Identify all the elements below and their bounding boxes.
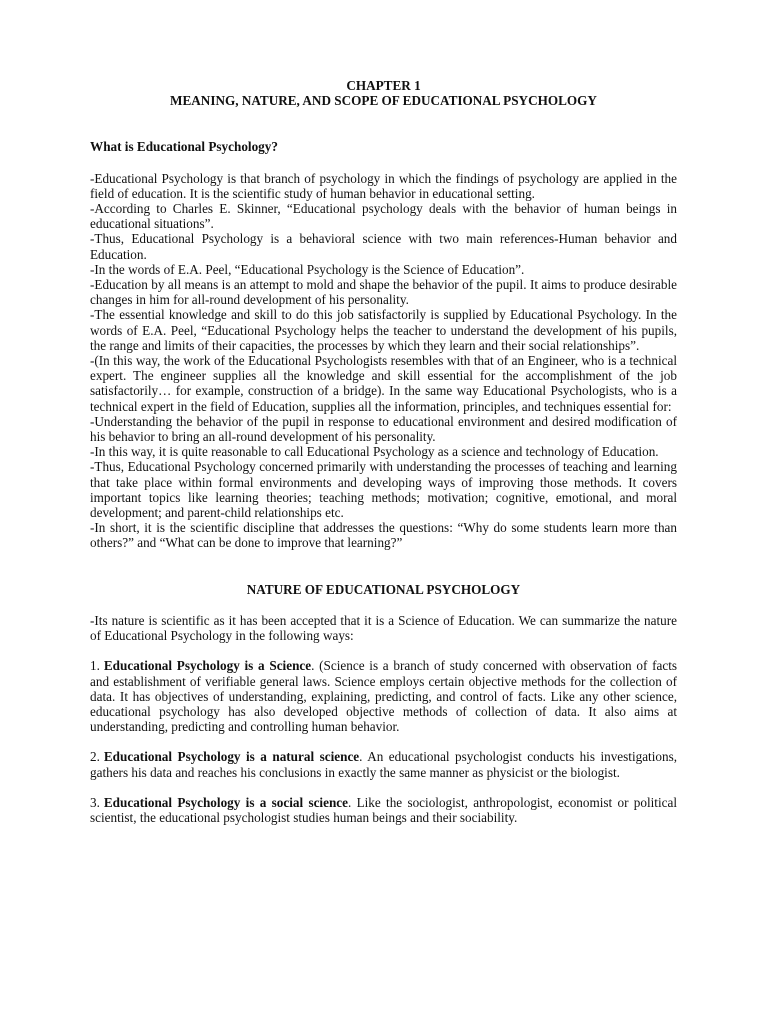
chapter-label: CHAPTER 1 <box>346 78 421 93</box>
spacer <box>90 551 677 582</box>
nature-item <box>90 658 677 734</box>
chapter-heading-block <box>90 78 677 108</box>
definition-paragraph: -Thus, Educational Psychology concerned primarily with understanding the processes of teaching and learning that take place within formal environments and developing ways of improving those methods. It covers important topics like learning theories; teaching methods; motivation; cognitive, emotional, and moral development; and parent-child relationships etc. <box>90 459 677 521</box>
spacer <box>90 643 677 658</box>
nature-item-lead: Educational Psychology is a natural science <box>103 749 360 765</box>
nature-item <box>90 749 677 779</box>
nature-item-text: . (Science is a branch of study concerned with observation of facts and establishment of verifiable general laws. Science employs certain objective methods for the collection of data. It has objectives of understanding, explaining, predicting, and control of facts. Like any other science, educational psychology has also developed objective methods of collection of data. It also aims at understanding, predicting and controlling human behavior. <box>90 658 677 735</box>
section-heading-nature: NATURE OF EDUCATIONAL PSYCHOLOGY <box>246 581 521 597</box>
definition-paragraph: -According to Charles E. Skinner, “Educational psychology deals with the behavior of human beings in educational situations”. <box>90 201 677 232</box>
nature-item-number: 3. <box>90 794 100 810</box>
definition-paragraph: -Education by all means is an attempt to mold and shape the behavior of the pupil. It aims to produce desirable changes in him for all-round development of his personality. <box>90 277 677 308</box>
definition-paragraph: -Thus, Educational Psychology is a behavioral science with two main references-Human behavior and Education. <box>90 231 677 262</box>
nature-item-text: . An educational psychologist conducts his investigations, gathers his data and reaches his conclusions in exactly the same manner as physicist or the biologist. <box>90 749 677 780</box>
nature-item-text: . Like the sociologist, anthropologist, economist or political scientist, the educational psychologist studies human beings and their sociability. <box>90 794 677 825</box>
nature-item-number: 2. <box>90 749 100 765</box>
spacer <box>90 780 677 795</box>
nature-item <box>90 795 677 825</box>
definition-paragraph: -In this way, it is quite reasonable to call Educational Psychology as a science and technology of Education. <box>90 444 659 460</box>
definition-paragraph: -The essential knowledge and skill to do this job satisfactorily is supplied by Educational Psychology. In the words of E.A. Peel, “Educational Psychology helps the teacher to understand the development of his pupils, the range and limits of their capacities, the processes by which they learn and their social relationships”. <box>90 307 677 353</box>
definition-paragraph: -In short, it is the scientific discipline that addresses the questions: “Why do some students learn more than others?” and “What can be done to improve that learning?” <box>90 520 677 551</box>
chapter-title: MEANING, NATURE, AND SCOPE OF EDUCATIONAL PSYCHOLOGY <box>170 93 597 109</box>
spacer <box>90 734 677 749</box>
spacer <box>90 597 677 613</box>
nature-item-lead: Educational Psychology is a Science <box>103 658 312 674</box>
nature-item-lead: Educational Psychology is a social science <box>103 794 348 810</box>
definition-paragraph: -In the words of E.A. Peel, “Educational Psychology is the Science of Education”. <box>90 261 525 277</box>
spacer <box>90 155 677 171</box>
nature-item-number: 1. <box>90 658 100 674</box>
definition-paragraph: -(In this way, the work of the Educational Psychologists resembles with that of an Engineer, who is a technical expert. The engineer supplies all the knowledge and skill essential for the accomplishment of the job satisfactorily… for example, construction of a bridge). In the same way Educational Psychologists, who is a technical expert in the field of Education, supplies all the information, principles, and techniques essential for: <box>90 353 677 414</box>
definition-paragraph: -Educational Psychology is that branch of psychology in which the findings of psychology are applied in the field of education. It is the scientific study of human behavior in educational setting. <box>90 170 677 201</box>
definition-paragraph: -Understanding the behavior of the pupil in response to educational environment and desired modification of his behavior to bring an all-round development of his personality. <box>90 413 677 445</box>
section-heading-what-is: What is Educational Psychology? <box>90 139 278 155</box>
page-content <box>90 78 677 825</box>
nature-intro-paragraph: -Its nature is scientific as it has been accepted that it is a Science of Education. We can summarize the nature of Educational Psychology in the following ways: <box>90 612 677 644</box>
spacer <box>90 108 677 139</box>
